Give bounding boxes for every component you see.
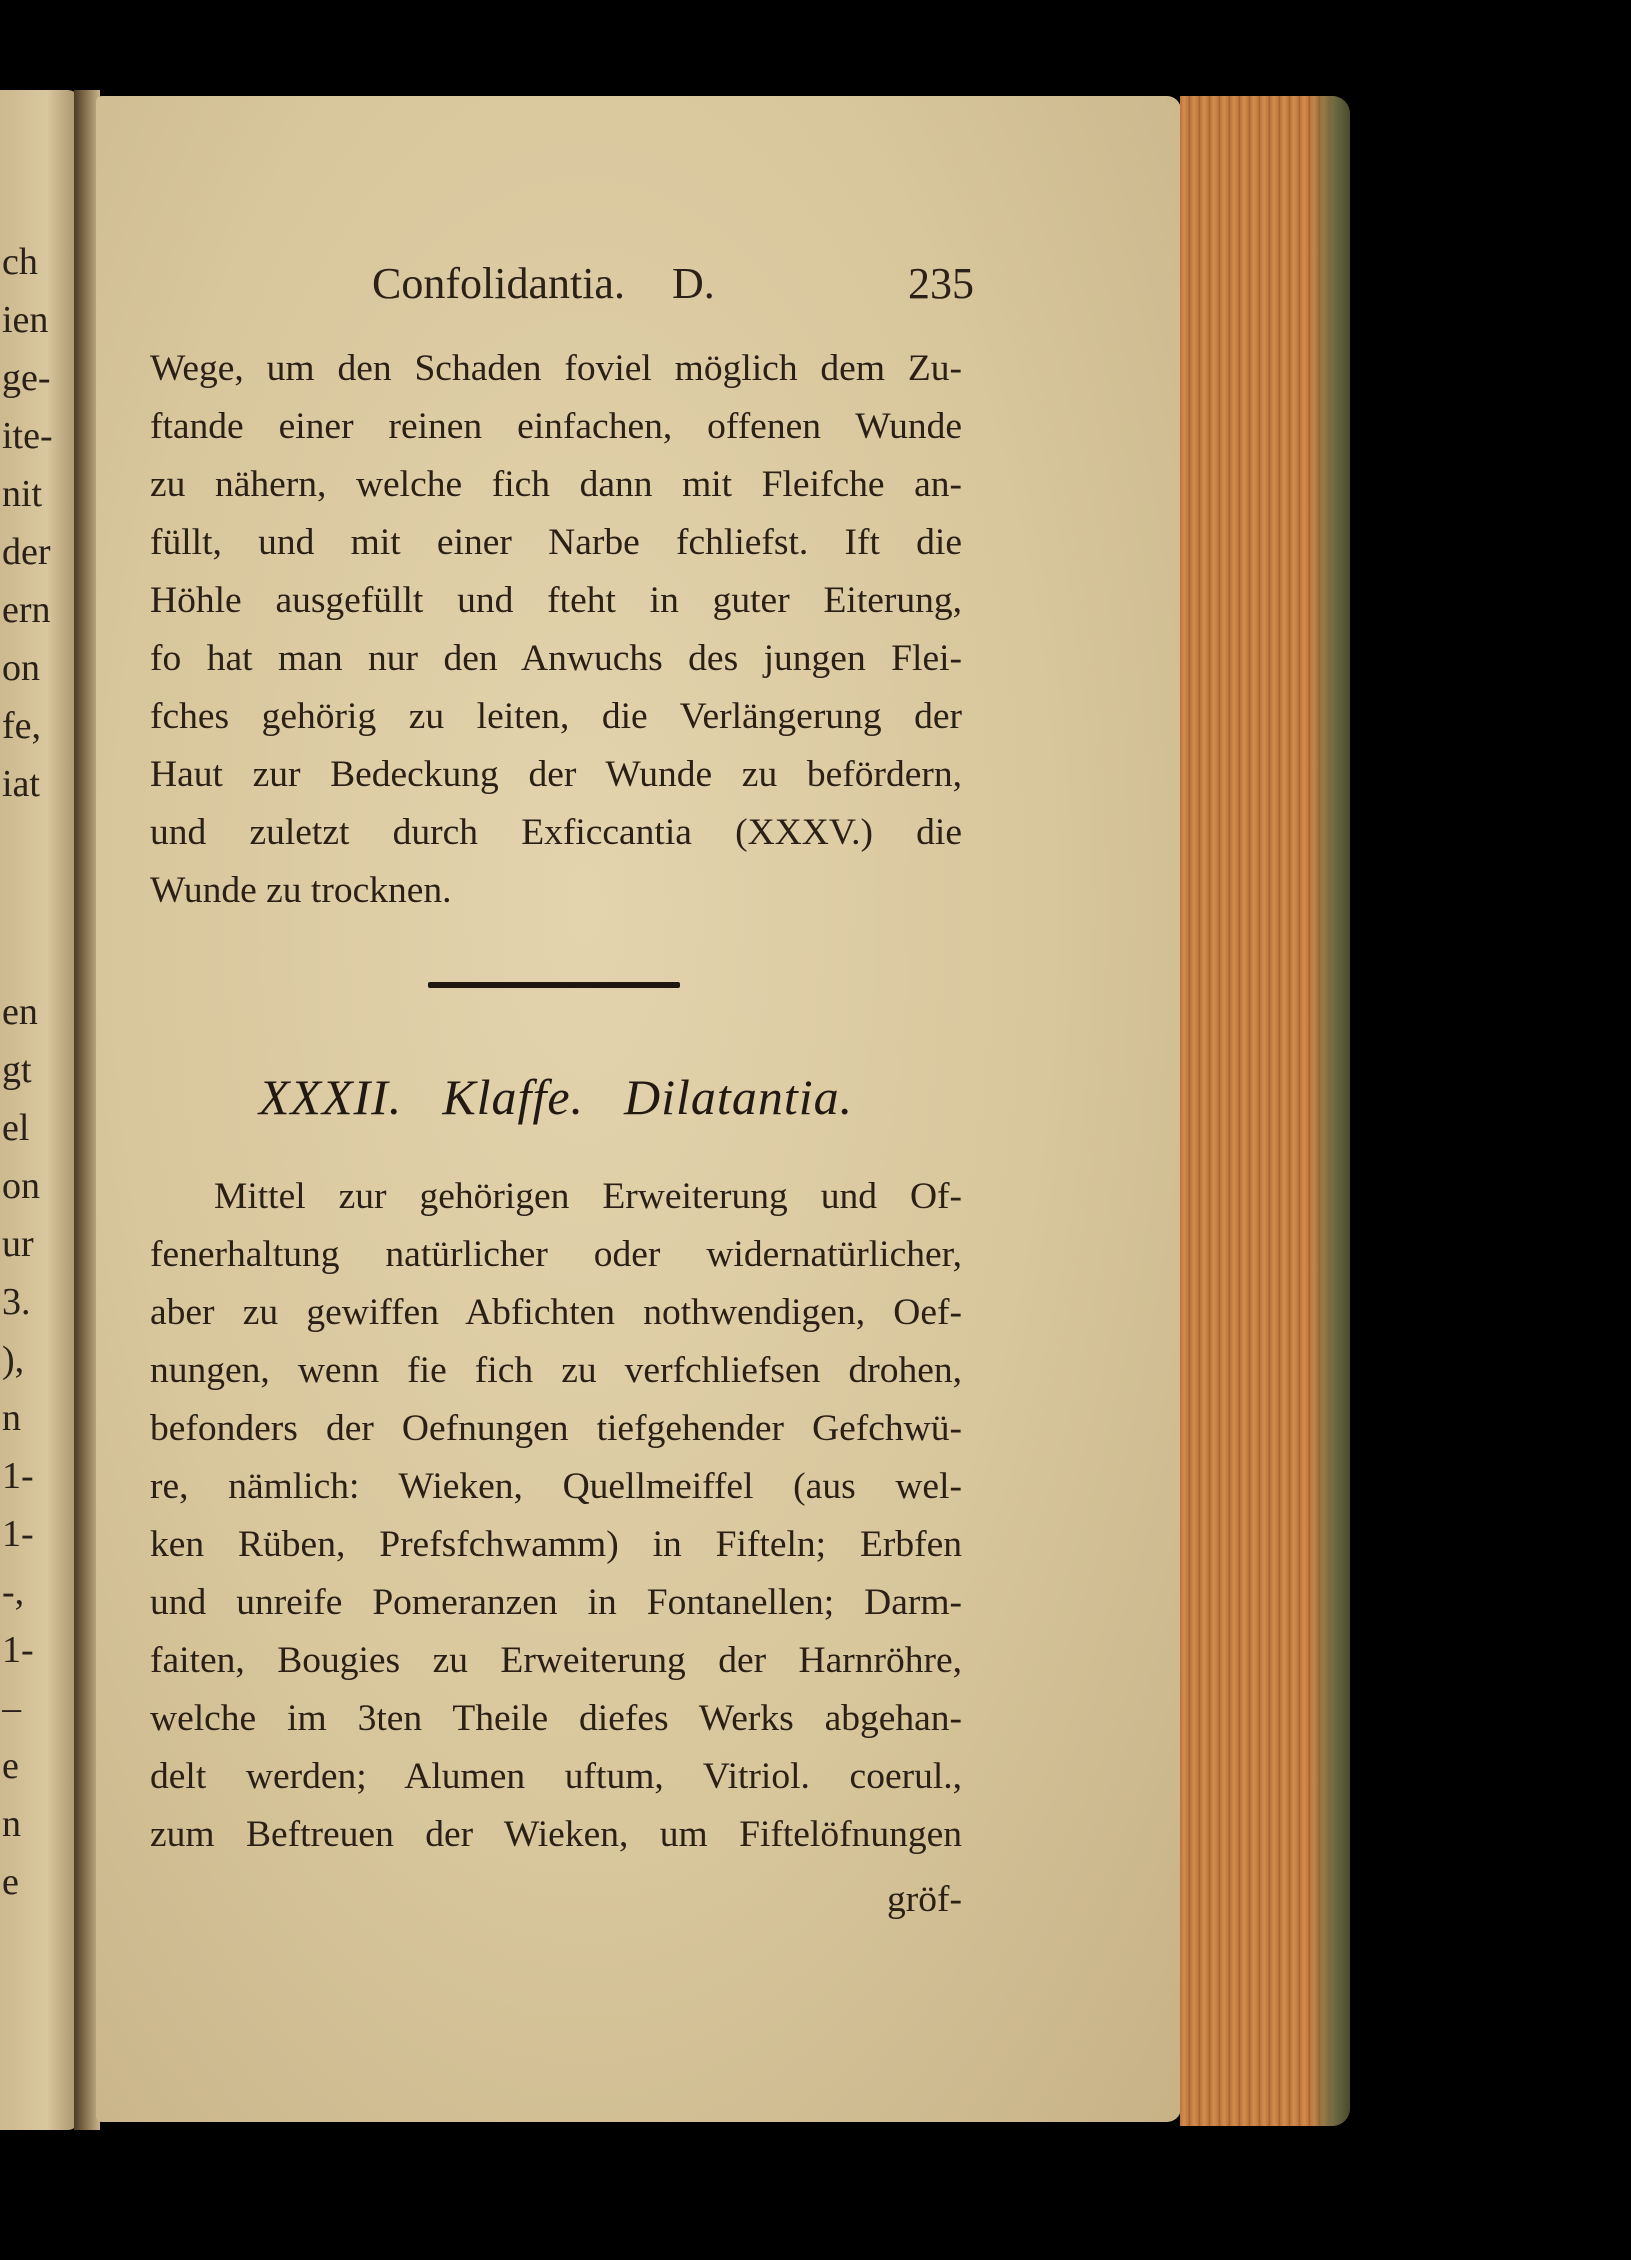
left-page-fragment: e xyxy=(2,1861,19,1903)
text-line: ftande einer reinen einfachen, offenen Wunde xyxy=(150,406,962,447)
paragraph-2 xyxy=(150,1168,962,1864)
section-divider xyxy=(428,982,680,988)
left-page-fragment: ch xyxy=(2,241,38,283)
previous-page-edge xyxy=(0,90,78,2130)
text-line: Haut zur Bedeckung der Wunde zu befördern, xyxy=(150,754,962,795)
left-page-fragment: – xyxy=(2,1687,21,1729)
text-line: re, nämlich: Wieken, Quellmeiffel (aus wel- xyxy=(150,1466,962,1507)
page-edges xyxy=(1180,96,1350,2126)
left-page-fragment: gt xyxy=(2,1049,32,1091)
text-line: Höhle ausgefüllt und fteht in guter Eiterung, xyxy=(150,580,962,621)
text-line: und unreife Pomeranzen in Fontanellen; Darm- xyxy=(150,1582,962,1623)
text-line: füllt, und mit einer Narbe fchliefst. Ift die xyxy=(150,522,962,563)
left-page-fragment: on xyxy=(2,647,40,689)
text-line: nungen, wenn fie fich zu verfchliefsen drohen, xyxy=(150,1350,962,1391)
left-page-fragment: e xyxy=(2,1745,19,1787)
text-line: Wege, um den Schaden foviel möglich dem Zu- xyxy=(150,348,962,389)
text-line: aber zu gewiffen Abfichten nothwendigen, Oef- xyxy=(150,1292,962,1333)
text-line: ken Rüben, Prefsfchwamm) in Fifteln; Erbfen xyxy=(150,1524,962,1565)
left-page-fragment: der xyxy=(2,531,51,573)
left-page-fragment: -, xyxy=(2,1571,25,1613)
page-number: 235 xyxy=(908,259,974,308)
left-page-fragment: nit xyxy=(2,473,43,515)
running-title: Confolidantia. xyxy=(372,259,625,308)
left-page-fragment: ge- xyxy=(2,357,51,399)
text-line: fenerhaltung natürlicher oder widernatürlicher, xyxy=(150,1234,962,1275)
text-line: und zuletzt durch Exficcantia (XXXV.) die xyxy=(150,812,962,853)
text-line: fches gehörig zu leiten, die Verlängerung der xyxy=(150,696,962,737)
left-page-fragment: n xyxy=(2,1803,21,1845)
left-page-fragment: 1- xyxy=(2,1513,34,1555)
text-line: befonders der Oefnungen tiefgehender Gefchwü- xyxy=(150,1408,962,1449)
paragraph-1 xyxy=(150,340,962,920)
left-page-fragment: ite- xyxy=(2,415,53,457)
text-line: Mittel zur gehörigen Erweiterung und Of- xyxy=(214,1176,962,1217)
section-heading xyxy=(150,1068,962,1144)
left-page-fragment: iat xyxy=(2,763,40,805)
text-line: zu nähern, welche fich dann mit Fleifche an- xyxy=(150,464,962,505)
left-page-fragment: fe, xyxy=(2,705,42,747)
section-name: Dilatantia. xyxy=(624,1069,854,1125)
section-number: XXXII. xyxy=(258,1069,403,1125)
signature-mark: D. xyxy=(672,259,715,308)
text-line: zum Beftreuen der Wieken, um Fiftelöfnungen xyxy=(150,1814,962,1855)
left-page-fragment: ien xyxy=(2,299,49,341)
text-line: fo hat man nur den Anwuchs des jungen Flei- xyxy=(150,638,962,679)
section-class-label: Klaffe. xyxy=(442,1069,585,1125)
text-line: welche im 3ten Theile diefes Werks abgehan- xyxy=(150,1698,962,1739)
book-cover-edge xyxy=(1310,96,1350,2126)
left-page-fragment: el xyxy=(2,1107,30,1149)
running-header xyxy=(372,258,974,322)
left-page-fragment: 1- xyxy=(2,1455,34,1497)
left-page-fragment: en xyxy=(2,991,38,1033)
catchword: gröf- xyxy=(887,1879,962,1920)
text-line: Wunde zu trocknen. xyxy=(150,870,452,911)
text-line: faiten, Bougies zu Erweiterung der Harnröhre, xyxy=(150,1640,962,1681)
left-page-fragment: ), xyxy=(2,1339,25,1381)
left-page-fragment: n xyxy=(2,1397,21,1439)
text-line: delt werden; Alumen uftum, Vitriol. coerul., xyxy=(150,1756,962,1797)
left-page-fragment: ern xyxy=(2,589,51,631)
left-page-fragment: 3. xyxy=(2,1281,31,1323)
left-page-fragment: ur xyxy=(2,1223,34,1265)
left-page-fragment: 1- xyxy=(2,1629,34,1671)
left-page-fragment: on xyxy=(2,1165,40,1207)
